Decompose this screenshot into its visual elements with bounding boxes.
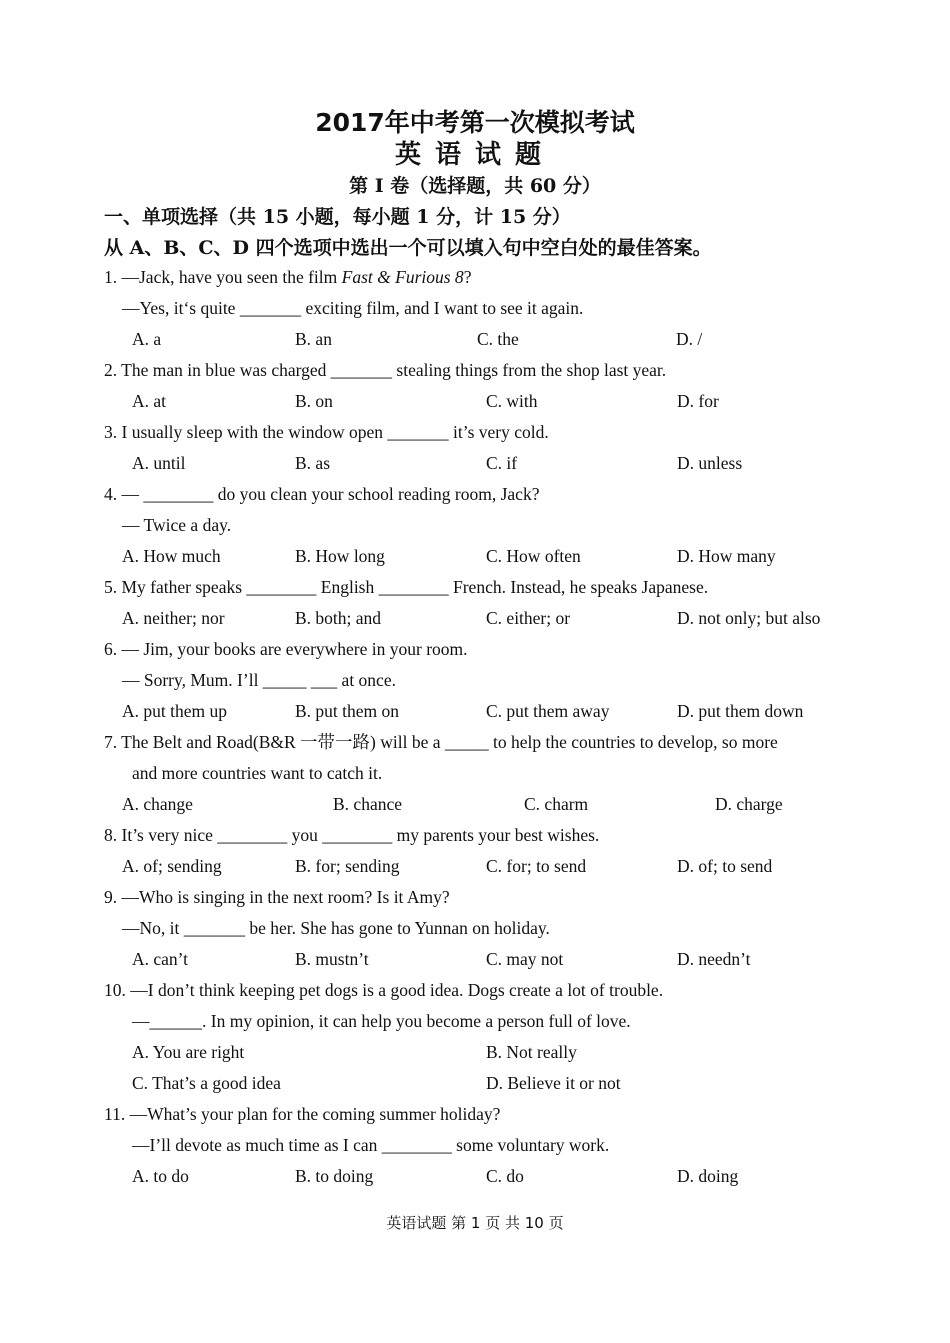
volume-heading: 第 I 卷（选择题，共 60 分） [349,175,601,197]
question-6-reply: — Sorry, Mum. I’ll _____ ___ at once. [122,670,396,690]
question-5-stem: 5. My father speaks ________ English ________ French. Instead, he speaks Japanese. [104,577,709,597]
q6-option-a: A. put them up [122,701,227,721]
q8-option-c: C. for; to send [486,856,587,876]
q9-option-b: B. mustn’t [295,949,369,969]
exam-subject: 英语试题 [394,140,555,170]
q11-option-c: C. do [486,1166,524,1186]
q10-option-a: A. You are right [132,1042,245,1062]
q4-option-c: C. How often [486,546,581,566]
q10-option-b: B. Not really [486,1042,577,1062]
question-7-stem-cont: and more countries want to catch it. [132,763,383,783]
q5-option-d: D. not only; but also [677,608,821,628]
q2-option-c: C. with [486,391,538,411]
q8-option-a: A. of; sending [122,856,222,876]
question-1-stem: 1. —Jack, have you seen the film Fast & Furious 8? [104,267,472,287]
q9-option-d: D. needn’t [677,949,751,969]
q5-option-b: B. both; and [295,608,382,628]
q4-option-b: B. How long [295,546,385,566]
q9-option-a: A. can’t [132,949,189,969]
page-footer: 英语试题 第 1 页 共 10 页 [386,1214,564,1232]
q6-option-d: D. put them down [677,701,804,721]
q6-option-c: C. put them away [486,701,610,721]
question-10-reply: —______. In my opinion, it can help you become a person full of love. [132,1011,631,1031]
q3-option-b: B. as [295,453,330,473]
q8-option-b: B. for; sending [295,856,400,876]
q1-option-c: C. the [477,329,519,349]
q4-option-d: D. How many [677,546,776,566]
q7-option-a: A. change [122,794,193,814]
question-4-stem: 4. — ________ do you clean your school reading room, Jack? [104,484,540,504]
question-10-stem: 10. —I don’t think keeping pet dogs is a good idea. Dogs create a lot of trouble. [104,980,664,1000]
question-3-stem: 3. I usually sleep with the window open _______ it’s very cold. [104,422,549,442]
q9-option-c: C. may not [486,949,564,969]
q3-option-d: D. unless [677,453,743,473]
q7-option-b: B. chance [333,794,402,814]
q3-option-a: A. until [132,453,186,473]
q1-option-b: B. an [295,329,332,349]
q10-option-d: D. Believe it or not [486,1073,621,1093]
question-7-stem: 7. The Belt and Road(B&R 一带一路) will be a _____ to help the countries to develop, so more [104,732,778,752]
q7-option-d: D. charge [715,794,783,814]
q2-option-b: B. on [295,391,333,411]
q6-option-b: B. put them on [295,701,400,721]
q3-option-c: C. if [486,453,518,473]
exam-title: 2017年中考第一次模拟考试 [315,108,635,137]
question-11-reply: —I’ll devote as much time as I can ________ some voluntary work. [132,1135,610,1155]
section-instruction: 从 A、B、C、D 四个选项中选出一个可以填入句中空白处的最佳答案。 [104,237,712,259]
question-2-stem: 2. The man in blue was charged _______ stealing things from the shop last year. [104,360,667,380]
q1-option-d: D. / [676,329,703,349]
q2-option-a: A. at [132,391,167,411]
question-1-reply: —Yes, it‘s quite _______ exciting film, and I want to see it again. [122,298,584,318]
q8-option-d: D. of; to send [677,856,773,876]
question-9-stem: 9. —Who is singing in the next room? Is it Amy? [104,887,450,907]
question-6-stem: 6. — Jim, your books are everywhere in your room. [104,639,468,659]
q2-option-d: D. for [677,391,719,411]
q10-option-c: C. That’s a good idea [132,1073,281,1093]
film-title: Fast & Furious 8 [341,267,464,287]
q11-option-d: D. doing [677,1166,739,1186]
question-8-stem: 8. It’s very nice ________ you ________ my parents your best wishes. [104,825,600,845]
section-heading: 一、单项选择（共 15 小题，每小题 1 分，计 15 分） [104,206,571,228]
q5-option-c: C. either; or [486,608,571,628]
question-11-stem: 11. —What’s your plan for the coming summer holiday? [104,1104,501,1124]
question-4-reply: — Twice a day. [122,515,232,535]
q5-option-a: A. neither; nor [122,608,225,628]
q7-option-c: C. charm [524,794,589,814]
q11-option-a: A. to do [132,1166,189,1186]
q11-option-b: B. to doing [295,1166,374,1186]
q4-option-a: A. How much [122,546,221,566]
q1-option-a: A. a [132,329,162,349]
question-9-reply: —No, it _______ be her. She has gone to Yunnan on holiday. [122,918,550,938]
